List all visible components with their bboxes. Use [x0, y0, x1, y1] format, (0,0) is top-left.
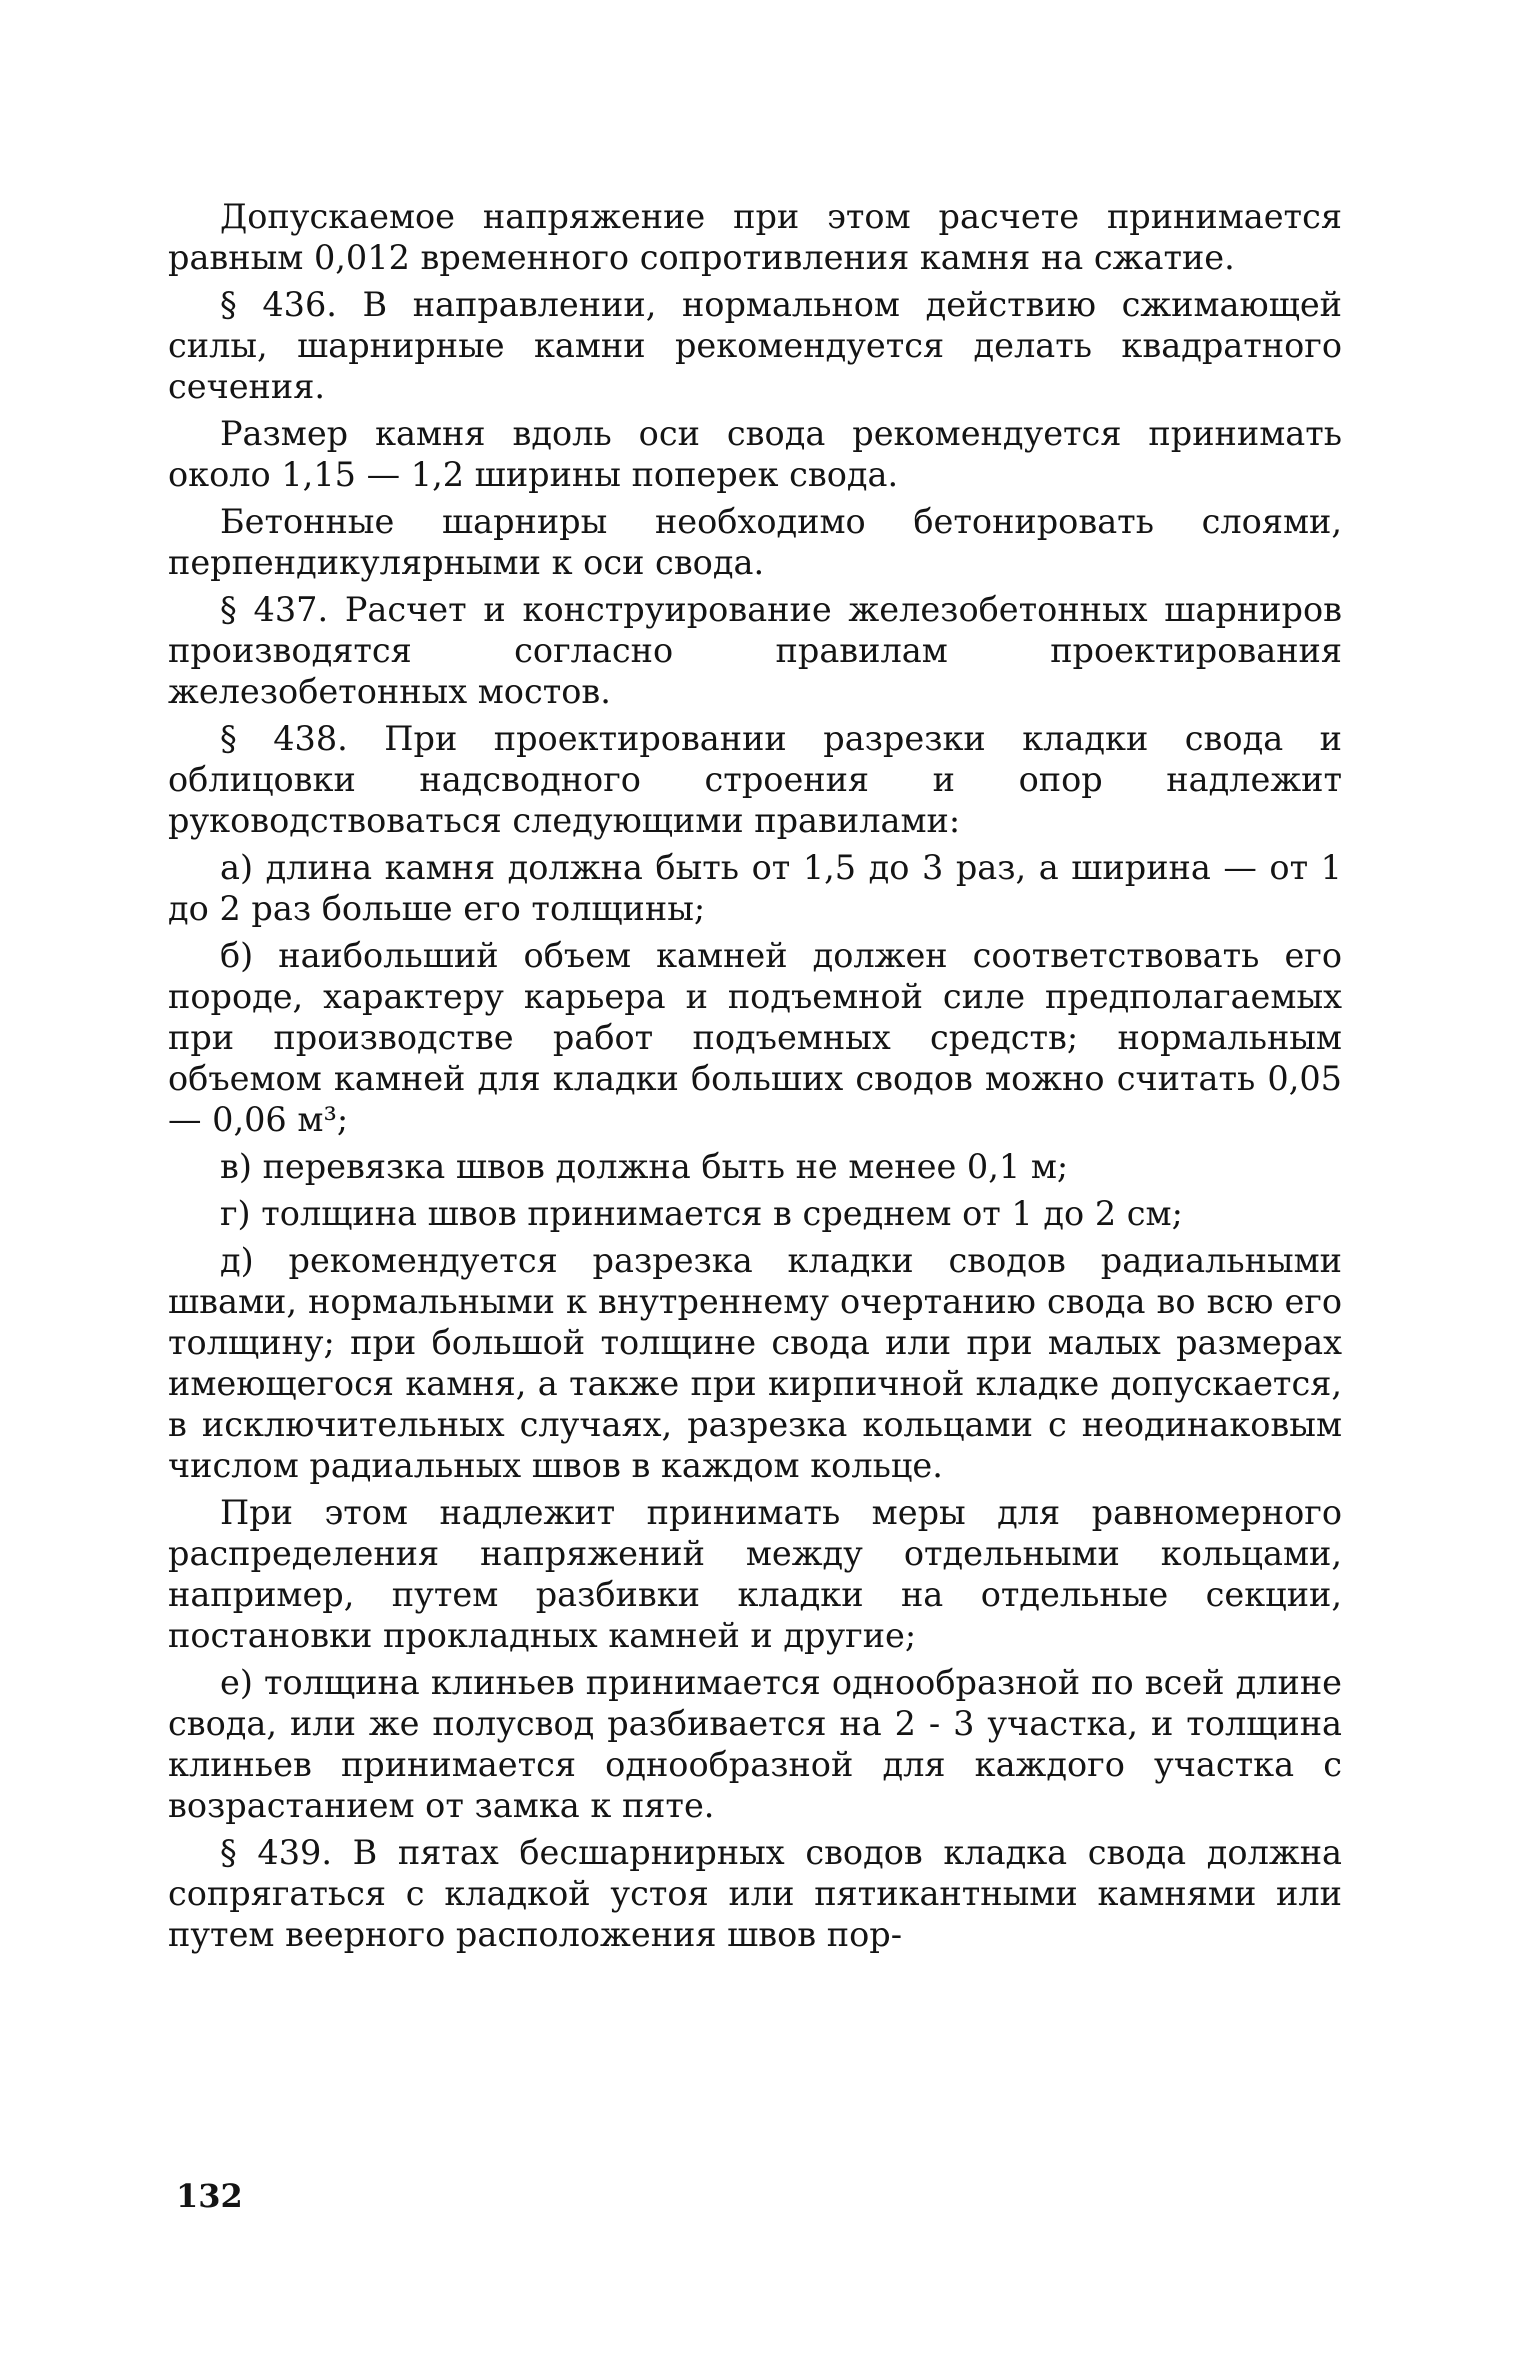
list-item-v: в) перевязка швов должна быть не менее 0,1 м;: [220, 1147, 1069, 1186]
page-number: 132: [176, 2177, 243, 2215]
paragraph-437: § 437. Расчет и конструирование железобетонных шарниров производятся согласно правилам проектирования железобетонных мостов.: [168, 590, 1342, 711]
list-item-a: а) длина камня должна быть от 1,5 до 3 раз, а ширина — от 1 до 2 раз больше его толщины;: [168, 848, 1342, 928]
paragraph-allowable-stress: Допускаемое напряжение при этом расчете принимается равным 0,012 временного сопротивления камня на сжатие.: [168, 197, 1342, 277]
paragraph-ring-measures: При этом надлежит принимать меры для равномерного распределения напряжений между отдельными кольцами, например, путем разбивки кладки на отдельные секции, постановки прокладных камней и другие;: [168, 1493, 1342, 1655]
paragraph-stone-size: Размер камня вдоль оси свода рекомендуется принимать около 1,15 — 1,2 ширины поперек свода.: [168, 414, 1342, 494]
list-item-b: б) наибольший объем камней должен соответствовать его породе, характеру карьера и подъемной силе предполагаемых при производстве работ подъемных средств; нормальным объемом камней для кладки больших сводов можно считать 0,05 — 0,06 м³;: [168, 936, 1342, 1139]
list-item-d: д) рекомендуется разрезка кладки сводов радиальными швами, нормальными к внутреннему очертанию свода во всю его толщину; при большой толщине свода или при малых размерах имеющегося камня, а также при кирпичной кладке допускается, в исключительных случаях, разрезка кольцами с неодинаковым числом радиальных швов в каждом кольце.: [168, 1241, 1342, 1485]
paragraph-438: § 438. При проектировании разрезки кладки свода и облицовки надсводного строения и опор надлежит руководствоваться следующими правилами:: [168, 719, 1342, 840]
list-item-g: г) толщина швов принимается в среднем от 1 до 2 см;: [220, 1194, 1183, 1233]
paragraph-concrete-hinges: Бетонные шарниры необходимо бетонировать слоями, перпендикулярными к оси свода.: [168, 502, 1342, 582]
list-item-e: е) толщина клиньев принимается однообразной по всей длине свода, или же полусвод разбивается на 2 - 3 участка, и толщина клиньев принимается однообразной для каждого участка с возрастанием от замка к пяте.: [168, 1663, 1342, 1825]
paragraph-436: § 436. В направлении, нормальном действию сжимающей силы, шарнирные камни рекомендуется делать квадратного сечения.: [168, 285, 1342, 406]
paragraph-439: § 439. В пятах бесшарнирных сводов кладка свода должна сопрягаться с кладкой устоя или пятикантными камнями или путем веерного расположения швов пор-: [168, 1833, 1342, 1954]
page-body: [168, 196, 1342, 2196]
